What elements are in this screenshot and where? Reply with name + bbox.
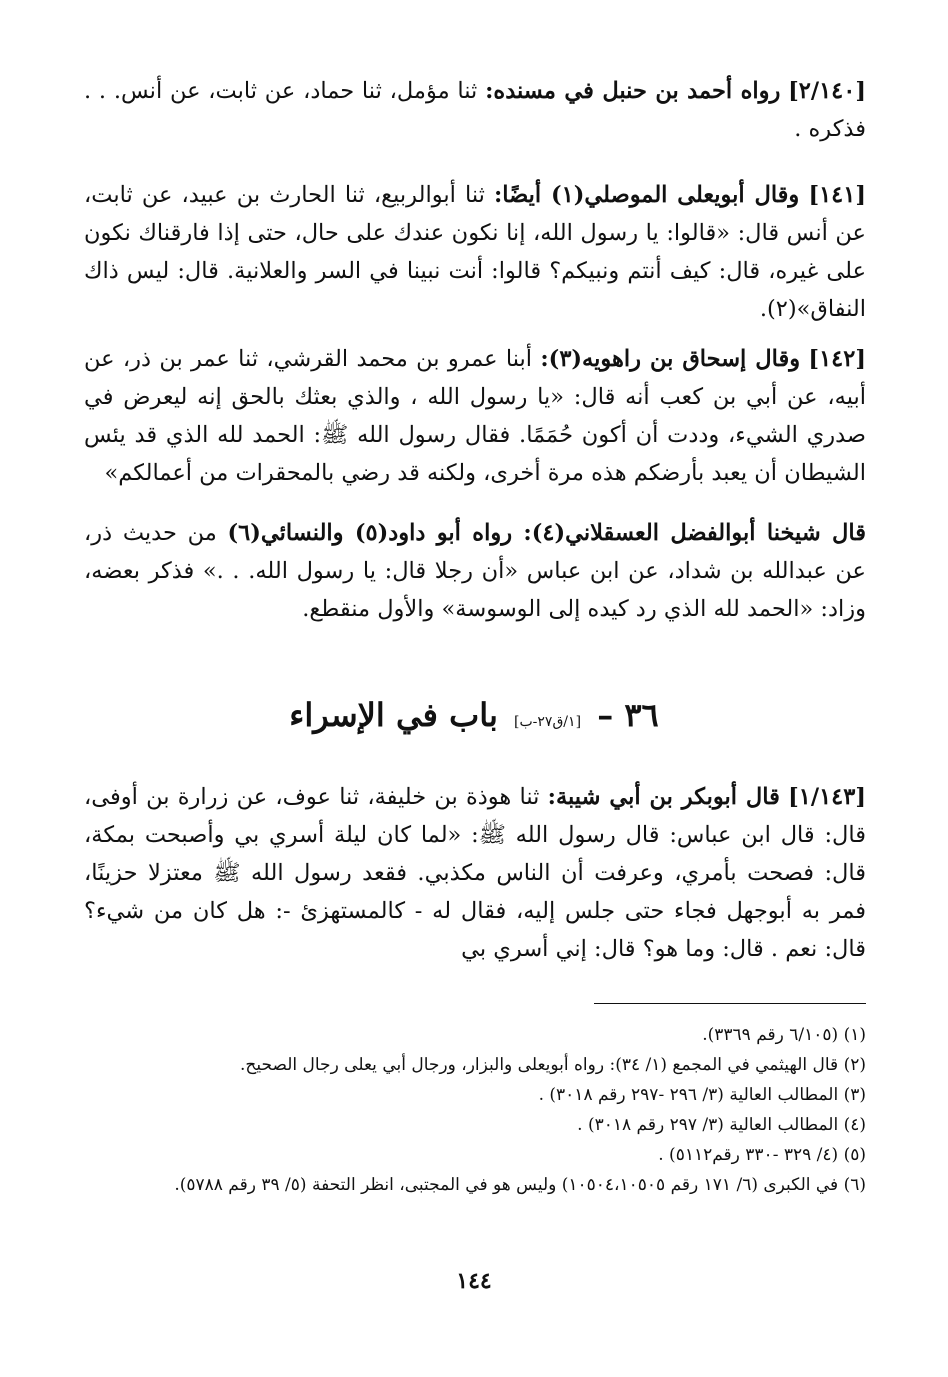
footnote-2: (٢) قال الهيثمي في المجمع (١/ ٣٤): رواه أبويعلى والبزار، ورجال أبي يعلى رجال الصحيح. [240,1055,866,1075]
footnote-3: (٣) المطالب العالية (٣/ ٢٩٦ -٢٩٧ رقم ٣٠١٨) . [538,1085,866,1105]
paragraph-lead: قال شيخنا أبوالفضل العسقلاني(٤): رواه أبو داود(٥) والنسائي(٦) [227,520,866,546]
hadith-ref: [١٤٢] [808,346,866,372]
manuscript-ref: [١/ق٢٧-ب] [514,714,582,730]
paragraph-lead: وقال أبويعلى الموصلي(١) أيضًا: [494,182,800,208]
paragraph-commentary [84,514,866,628]
paragraph-143 [84,778,866,968]
footnote-6: (٦) في الكبرى (٦/ ١٧١ رقم ١٠٥٠٤،١٠٥٠٥) وليس هو في المجتبى، انظر التحفة (٥/ ٣٩ رقم ٥٧٨٨). [174,1175,866,1195]
paragraph-text: من حديث ذر، عن عبدالله بن شداد، عن ابن عباس «أن رجلا قال: يا رسول الله. . .» فذكر بعضه، وزاد: «الحمد لله الذي رد كيده إلى الوسوسة» والأول منقطع. [84,520,866,622]
paragraph-142 [84,340,866,492]
chapter-heading [0,690,948,747]
paragraph-lead: رواه أحمد بن حنبل في مسنده: [485,78,781,104]
paragraph-text: ثنا أبوالربيع، ثنا الحارث بن عبيد، عن ثابت، عن أنس قال: «قالوا: يا رسول الله، إنا نكون عندك على حال، حتى إذا فارقناك نكون على غيره، قال: كيف أنتم ونبيكم؟ قالوا: أنت نبينا في السر والعلانية. قال: ليس ذاك النفاق»(٢). [84,182,866,322]
chapter-number: ٣٦ – [597,696,659,734]
footnotes [84,1020,866,1200]
paragraph-lead: وقال إسحاق بن راهويه(٣): [540,346,801,372]
footnote-4: (٤) المطالب العالية (٣/ ٢٩٧ رقم ٣٠١٨) . [577,1115,866,1135]
chapter-title: باب في الإسراء [289,696,498,734]
paragraph-text: ثنا مؤمل، ثنا حماد، عن ثابت، عن أنس. . . فذكره . [84,78,866,142]
footnote-divider [594,1003,866,1004]
paragraph-140 [84,72,866,148]
footnote-5: (٥) (٤/ ٣٢٩ -٣٣٠ رقم٥١١٢) . [658,1145,866,1165]
paragraph-text: ثنا هوذة بن خليفة، ثنا عوف، عن زرارة بن أوفى، قال: قال ابن عباس: قال رسول الله ﷺ: «لما كان ليلة أسري بي وأصبحت بمكة، قال: فصحت بأمري، وعرفت أن الناس مكذبي. فقعد رسول الله ﷺ معتزلا حزينًا، فمر به أبوجهل فجاء حتى جلس إليه، فقال له - كالمستهزئ -: هل كان من شيء؟ قال: نعم . قال: وما هو؟ قال: إني أسري بي [84,784,866,962]
hadith-ref: [١٤١] [808,182,867,208]
hadith-ref: [١/١٤٣] [788,784,866,810]
page-number: ١٤٤ [456,1268,492,1294]
footnote-1: (١) (٦/١٠٥ رقم ٣٣٦٩). [702,1025,866,1045]
paragraph-141 [84,176,866,328]
paragraph-text: أبنا عمرو بن محمد القرشي، ثنا عمر بن ذر، عن أبيه، عن أبي بن كعب أنه قال: «يا رسول الله ، والذي بعثك بالحق إنه ليعرض في صدري الشيء، وددت أن أكون حُمَمًا. فقال رسول الله ﷺ: الحمد لله الذي قد يئس الشيطان أن يعبد بأرضكم هذه مرة أخرى، ولكنه قد رضي بالمحقرات من أعمالكم» [84,346,866,486]
hadith-ref: [٢/١٤٠] [788,78,867,104]
paragraph-lead: قال أبوبكر بن أبي شيبة: [547,784,780,810]
